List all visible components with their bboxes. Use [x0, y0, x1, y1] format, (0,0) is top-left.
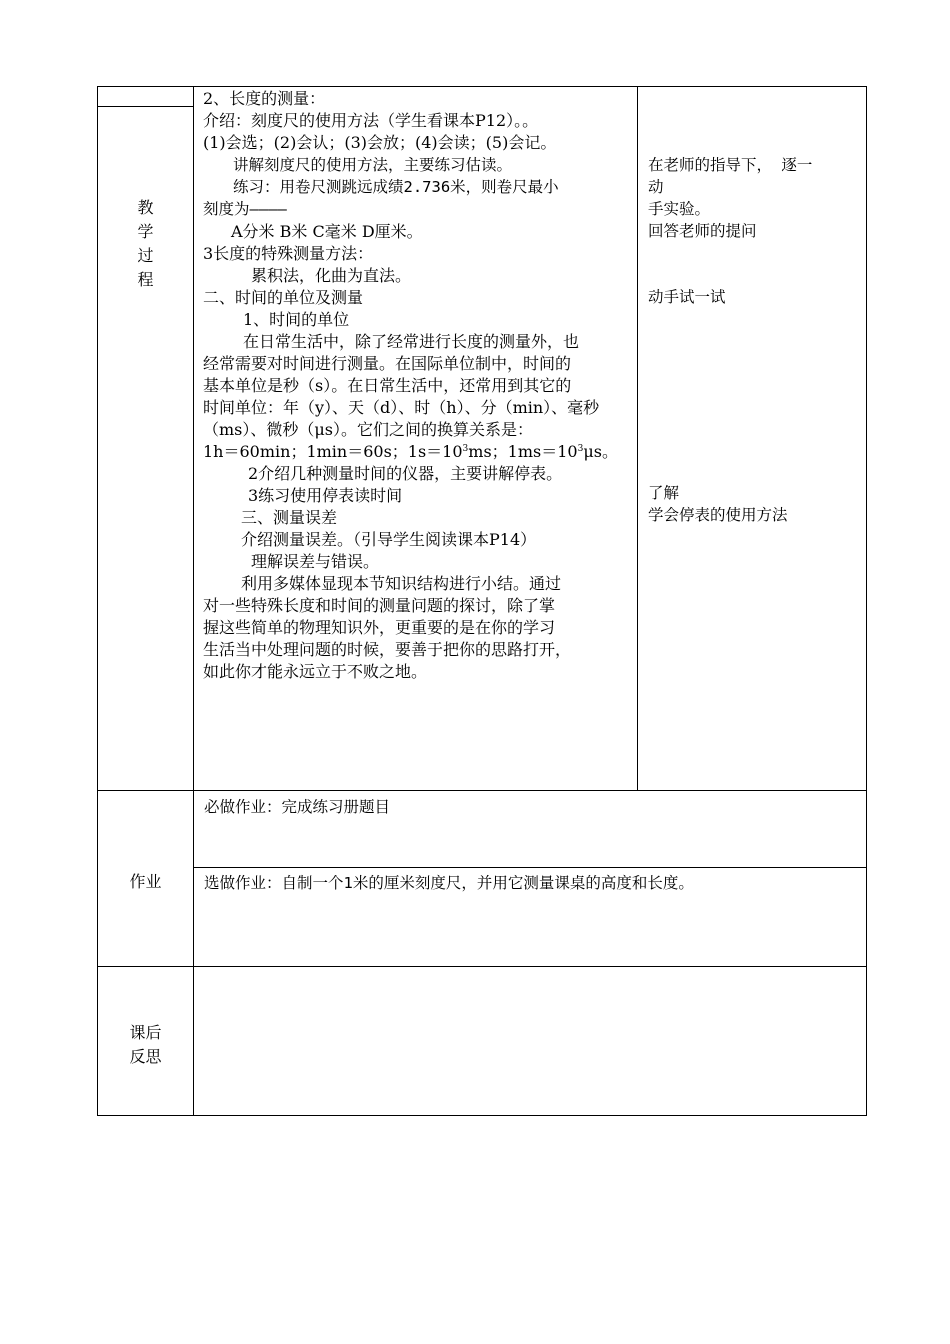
content-line: 握这些简单的物理知识外，更重要的是在你的学习 [203, 618, 556, 637]
required-homework: 必做作业：完成练习册题目 [204, 798, 391, 816]
label-column-divider [193, 86, 194, 1116]
student-line: 动手试一试 [648, 288, 726, 306]
content-line: 经常需要对时间进行测量。在国际单位制中，时间的 [203, 354, 572, 373]
content-line: 2介绍几种测量时间的仪器，主要讲解停表。 [248, 464, 563, 483]
process-label [98, 196, 193, 292]
conversion-text: μs。 [583, 442, 618, 461]
reflection-content [194, 967, 866, 1115]
content-line: 在日常生活中，除了经常进行长度的测量外，也 [243, 332, 580, 351]
homework-split-line [193, 867, 867, 868]
student-line: 动 [648, 178, 664, 196]
exponent: 3 [462, 444, 469, 454]
content-line: 理解误差与错误。 [251, 552, 380, 571]
content-line: (1)会选；(2)会认；(3)会放；(4)会读；(5)会记。 [203, 133, 557, 152]
conversion-text: ms；1ms＝10 [468, 442, 578, 461]
content-line: 累积法，化曲为直法。 [251, 266, 412, 285]
conversion-line [203, 441, 618, 463]
content-line: 时间单位：年（y）、天（d）、时（h）、分（min）、毫秒 [203, 398, 600, 417]
student-column-divider [637, 86, 638, 791]
reflection-label [98, 1021, 193, 1069]
content-line: 3练习使用停表读时间 [248, 486, 403, 505]
conversion-text: 1h＝60min；1min＝60s；1s＝10 [203, 442, 463, 461]
reflection-label-line: 课后 [129, 1023, 162, 1042]
content-line: 1、时间的单位 [243, 310, 350, 329]
content-line: 二、时间的单位及测量 [203, 288, 364, 307]
exponent: 3 [577, 444, 584, 454]
content-line: 三、测量误差 [241, 508, 338, 527]
student-line: 学会停表的使用方法 [648, 506, 788, 524]
table-top-border [97, 86, 867, 87]
content-line: 介绍测量误差。（引导学生阅读课本P14） [241, 530, 537, 549]
label-header-line [97, 106, 193, 107]
student-line: 在老师的指导下， 逐一 [648, 156, 813, 174]
optional-homework: 选做作业：自制一个1米的厘米刻度尺，并用它测量课桌的高度和长度。 [204, 874, 694, 892]
process-row-bottom [97, 790, 867, 791]
content-line: 利用多媒体显现本节知识结构进行小结。通过 [241, 574, 562, 593]
student-line: 了解 [648, 484, 680, 502]
student-line: 手实验。 [648, 200, 711, 218]
process-label-char: 程 [137, 270, 154, 289]
content-line: （ms）、微秒（μs）。它们之间的换算关系是： [203, 420, 533, 439]
student-line: 回答老师的提问 [648, 222, 757, 240]
content-line: 练习：用卷尺测跳远成绩2.736米，则卷尺最小 [233, 178, 559, 196]
content-line: 3长度的特殊测量方法： [203, 244, 374, 263]
content-line: 刻度为———— [203, 200, 287, 218]
process-label-char: 学 [137, 222, 154, 241]
content-line: 讲解刻度尺的使用方法，主要练习估读。 [233, 156, 513, 174]
reflection-label-line: 反思 [129, 1047, 162, 1066]
table-bottom-border [97, 1115, 867, 1116]
content-line: A分米 B米 C毫米 D厘米。 [231, 222, 423, 241]
table-right-border [866, 86, 867, 1116]
process-label-char: 过 [137, 246, 154, 265]
content-line: 基本单位是秒（s）。在日常生活中，还常用到其它的 [203, 376, 572, 395]
process-label-char: 教 [137, 198, 154, 217]
homework-label: 作业 [129, 872, 162, 891]
content-line: 2、长度的测量： [203, 89, 326, 108]
content-line: 对一些特殊长度和时间的测量问题的探讨，除了掌 [203, 596, 556, 615]
content-line: 生活当中处理问题的时候，要善于把你的思路打开， [203, 640, 572, 659]
content-line: 介绍：刻度尺的使用方法（学生看课本P12）。。 [203, 111, 539, 130]
content-line: 如此你才能永远立于不败之地。 [203, 662, 428, 681]
